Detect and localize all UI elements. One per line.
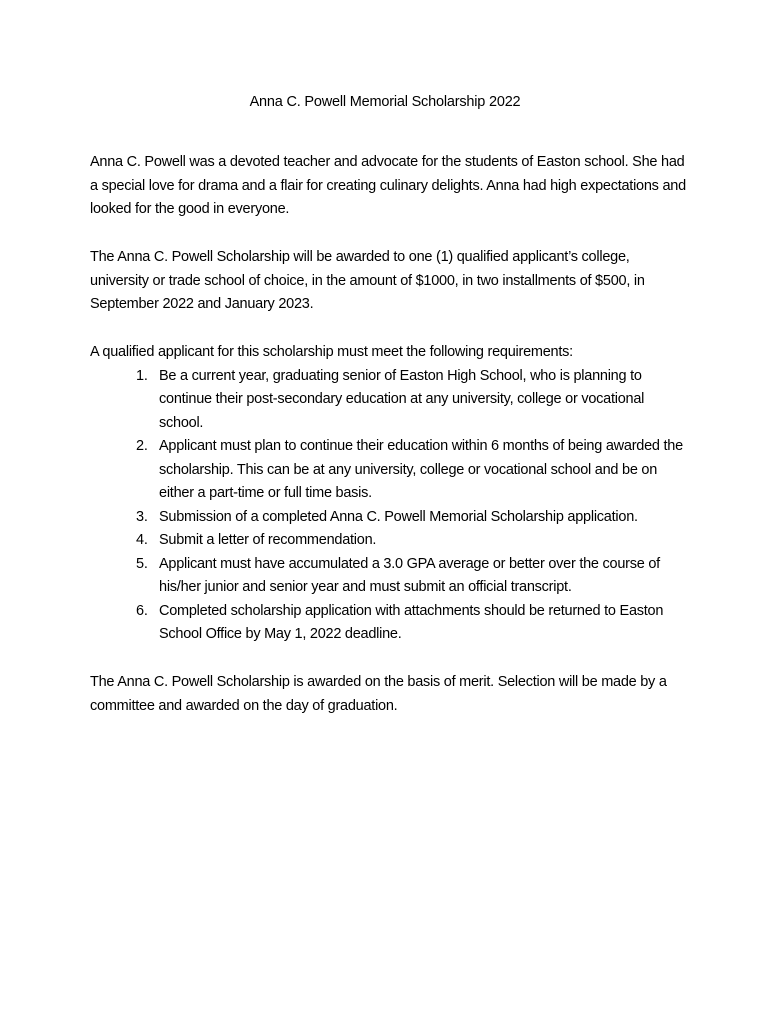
- list-item-text: Be a current year, graduating senior of Easton High School, who is planning to continue their post-secondary education at any university, college or vocational school.: [159, 367, 645, 431]
- intro-paragraph: [90, 151, 690, 222]
- closing-paragraph: [90, 671, 690, 718]
- document-title: Anna C. Powell Memorial Scholarship 2022: [249, 94, 521, 110]
- list-item: [90, 600, 690, 647]
- list-item: [90, 553, 690, 600]
- list-item-text: Submit a letter of recommendation.: [159, 532, 377, 548]
- list-item-text: Applicant must have accumulated a 3.0 GPA average or better over the course of his/her junior and senior year and must submit an official transcript.: [159, 555, 660, 595]
- list-item-number: 5.: [136, 555, 148, 572]
- intro-text: Anna C. Powell was a devoted teacher and advocate for the students of Easton school. She had a special love for drama and a flair for creating culinary delights. Anna had high expectations and looked for the good in everyone.: [90, 154, 686, 217]
- requirements-intro: A qualified applicant for this scholarship must meet the following requirements:: [90, 344, 573, 360]
- list-item: [90, 529, 690, 553]
- list-item-text: Applicant must plan to continue their education within 6 months of being awarded the scholarship. This can be at any university, college or vocational school and be on either a part-time or full time basis.: [159, 438, 683, 501]
- closing-text: The Anna C. Powell Scholarship is awarded on the basis of merit. Selection will be made by a committee and awarded on the day of graduation.: [90, 674, 667, 714]
- list-item-text: Submission of a completed Anna C. Powell Memorial Scholarship application.: [159, 508, 638, 525]
- list-item-number: 6.: [136, 602, 148, 619]
- list-item: [90, 506, 690, 530]
- list-item-number: 3.: [136, 508, 148, 525]
- list-item-number: 2.: [136, 438, 148, 454]
- list-item-number: 4.: [136, 532, 148, 548]
- list-item: [90, 365, 690, 436]
- list-item: [90, 435, 690, 506]
- award-paragraph: [90, 246, 690, 317]
- list-item-text: Completed scholarship application with attachments should be returned to Easton School Office by May 1, 2022 deadline.: [159, 602, 664, 642]
- list-item-number: 1.: [136, 367, 148, 384]
- award-text: The Anna C. Powell Scholarship will be awarded to one (1) qualified applicant’s college, university or trade school of choice, in the amount of $1000, in two installments of $500, in September 2022 and January 2023.: [90, 249, 645, 312]
- requirements-section: [90, 341, 690, 647]
- requirements-list: [90, 365, 690, 647]
